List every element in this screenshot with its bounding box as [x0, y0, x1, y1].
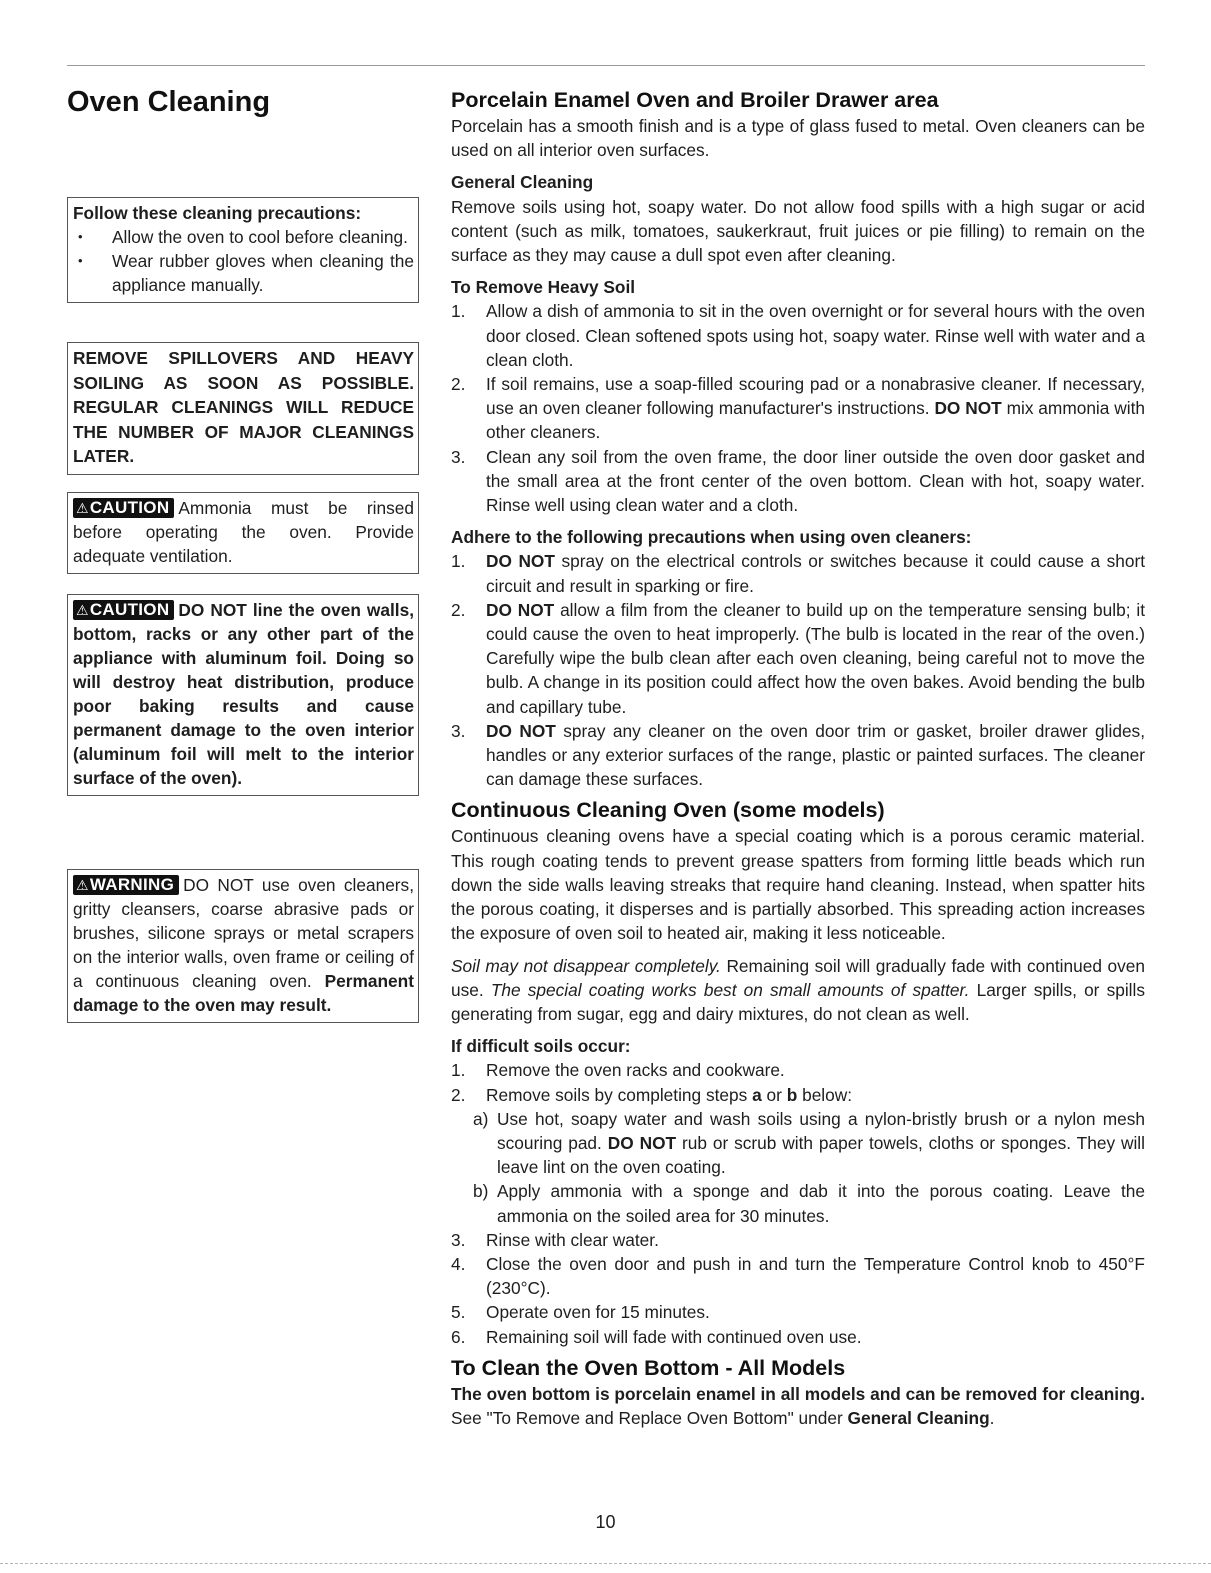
warning-emphasis: Permanent damage to the oven may result. [73, 971, 414, 1015]
list-item: • Allow the oven to cool before cleaning. [73, 225, 414, 249]
warning-triangle-icon: ⚠ [76, 877, 89, 893]
difficult-soils-heading: If difficult soils occur: [451, 1036, 631, 1057]
bottom-rule [0, 1563, 1211, 1564]
caution-foil-text: DO NOT line the oven walls, bottom, racks or any other part of the appliance with aluminum foil. Doing so will destroy heat distribution, produce poor baking results and cause permanent damage to the oven interior (aluminum foil will melt to the interior surface of the oven). [73, 600, 414, 788]
oven-bottom-heading: To Clean the Oven Bottom - All Models [451, 1355, 846, 1380]
continuous-note: Soil may not disappear completely. Remaining soil will gradually fade with continued oven use. The special coating works best on small amounts of spatter. Larger spills, or spills generating from sugar, egg and dairy mixtures, do not clean as well. [451, 955, 1146, 1024]
page-title: Oven Cleaning [67, 86, 271, 118]
difficult-soils-steps-continued [451, 1228, 1145, 1349]
oven-cleaner-precautions-heading: Adhere to the following precautions when using oven cleaners: [451, 527, 972, 548]
continuous-intro: Continuous cleaning ovens have a special coating which is a porous ceramic material. This rough coating tends to prevent grease spatters from forming little beads which run down the side walls leaving streaks that require hand cleaning. Instead, when spatter hits the porous coating, it disperses and is partially absorbed. This spreading action increases the exposure of oven soil to heated air, making it less noticeable. [451, 826, 1145, 944]
precautions-heading: Follow these cleaning precautions: [73, 203, 362, 223]
list-item: 1. DO NOT spray on the electrical controls or switches because it could cause a short circuit and result in sparking or fire. [451, 551, 1146, 596]
list-item: 3. Clean any soil from the oven frame, the door liner outside the oven door gasket and the small area at the front center of the oven bottom. Clean with hot, soapy water. Rinse well using clean water and a cloth. [451, 446, 1145, 516]
warning-continuous-box [67, 869, 419, 1023]
list-item: 6. Remaining soil will fade with continued oven use. [451, 1326, 862, 1347]
warning-label [73, 875, 179, 895]
main-column [451, 86, 1145, 1430]
heavy-soil-steps [451, 299, 1145, 517]
difficult-soils-steps [451, 1058, 1145, 1106]
caution-foil-box [67, 594, 419, 796]
caution-label [73, 498, 174, 518]
caution-signal-word: CAUTION [89, 600, 170, 619]
general-cleaning-heading: General Cleaning [451, 172, 594, 193]
caution-ammonia-box [67, 492, 419, 574]
list-item: 1. Allow a dish of ammonia to sit in the oven overnight or for several hours with the oven door closed. Clean softened spots using hot, soapy water. Rinse well with water and a clean cloth. [451, 301, 1145, 370]
oven-bottom-text: The oven bottom is porcelain enamel in all models and can be removed for cleaning. See "To Remove and Replace Oven Bottom" under General Cleaning. [451, 1383, 1145, 1428]
porcelain-intro: Porcelain has a smooth finish and is a type of glass fused to metal. Oven cleaners can be used on all interior oven surfaces. [451, 116, 1145, 161]
caution-label [73, 600, 174, 620]
list-item: • Wear rubber gloves when cleaning the appliance manually. [73, 249, 414, 297]
precautions-box [67, 197, 419, 303]
list-item: 3. Rinse with clear water. [451, 1229, 659, 1250]
top-rule [67, 65, 1145, 66]
list-item: 1. Remove the oven racks and cookware. [451, 1060, 785, 1081]
oven-cleaner-precautions-list [451, 549, 1145, 791]
caution-signal-word: CAUTION [89, 498, 170, 517]
list-item: 2. If soil remains, use a soap-filled scouring pad or a nonabrasive cleaner. If necessary, use an oven cleaner following manufacturer's instructions. DO NOT mix ammonia with other cleaners. [451, 374, 1145, 443]
warning-triangle-icon: ⚠ [76, 602, 89, 618]
general-cleaning-text: Remove soils using hot, soapy water. Do not allow food spills with a high sugar or acid content (such as milk, tomatoes, saukerkraut, fruit juices or pie filling) to remain on the surface as they may cause a dull spot even after cleaning. [451, 196, 1145, 266]
precautions-list [73, 225, 414, 297]
porcelain-heading: Porcelain Enamel Oven and Broiler Drawer area [451, 88, 939, 112]
spillover-notice-box [67, 342, 419, 475]
warning-continuous-text: DO NOT use oven cleaners, gritty cleansers, coarse abrasive pads or brushes, silicone sprays or metal scrapers on the interior walls, oven frame or ceiling of a continuous cleaning oven. [73, 875, 414, 991]
warning-signal-word: WARNING [89, 875, 175, 894]
heavy-soil-heading: To Remove Heavy Soil [451, 277, 636, 298]
warning-triangle-icon: ⚠ [76, 500, 89, 516]
list-item: 5. Operate oven for 15 minutes. [451, 1302, 710, 1323]
continuous-cleaning-heading: Continuous Cleaning Oven (some models) [451, 798, 885, 823]
list-item: b) Apply ammonia with a sponge and dab it into the porous coating. Leave the ammonia on the soiled area for 30 minutes. [473, 1181, 1145, 1226]
difficult-soils-substeps [451, 1107, 1145, 1228]
list-item: 3. DO NOT spray any cleaner on the oven door trim or gasket, broiler drawer glides, handles or any exterior surfaces of the range, plastic or painted surfaces. The cleaner can damage these surfaces. [451, 720, 1145, 790]
list-item: 4. Close the oven door and push in and turn the Temperature Control knob to 450°F (230°C). [451, 1253, 1145, 1299]
list-item: 2. DO NOT allow a film from the cleaner to build up on the temperature sensing bulb; it could cause the oven to heat improperly. (The bulb is located in the rear of the oven.) Carefully wipe the bulb clean after each oven cleaning, being careful not to move the bulb. A change in its position could affect how the oven bakes. Avoid bending the bulb and capillary tube. [451, 599, 1145, 717]
caution-ammonia-text: Ammonia must be rinsed before operating the oven. Provide adequate ventilation. [73, 498, 414, 566]
spillover-notice: REMOVE SPILLOVERS AND HEAVY SOILING AS SOON AS POSSIBLE. REGULAR CLEANINGS WILL REDUCE THE NUMBER OF MAJOR CLEANINGS LATER. [73, 348, 414, 466]
page-number: 10 [595, 1512, 616, 1532]
list-item: a) Use hot, soapy water and wash soils using a nylon-bristly brush or a nylon mesh scouring pad. DO NOT rub or scrub with paper towels, cloths or sponges. They will leave lint on the oven coating. [473, 1108, 1145, 1178]
list-item: 2. Remove soils by completing steps a or b below: [451, 1084, 853, 1105]
